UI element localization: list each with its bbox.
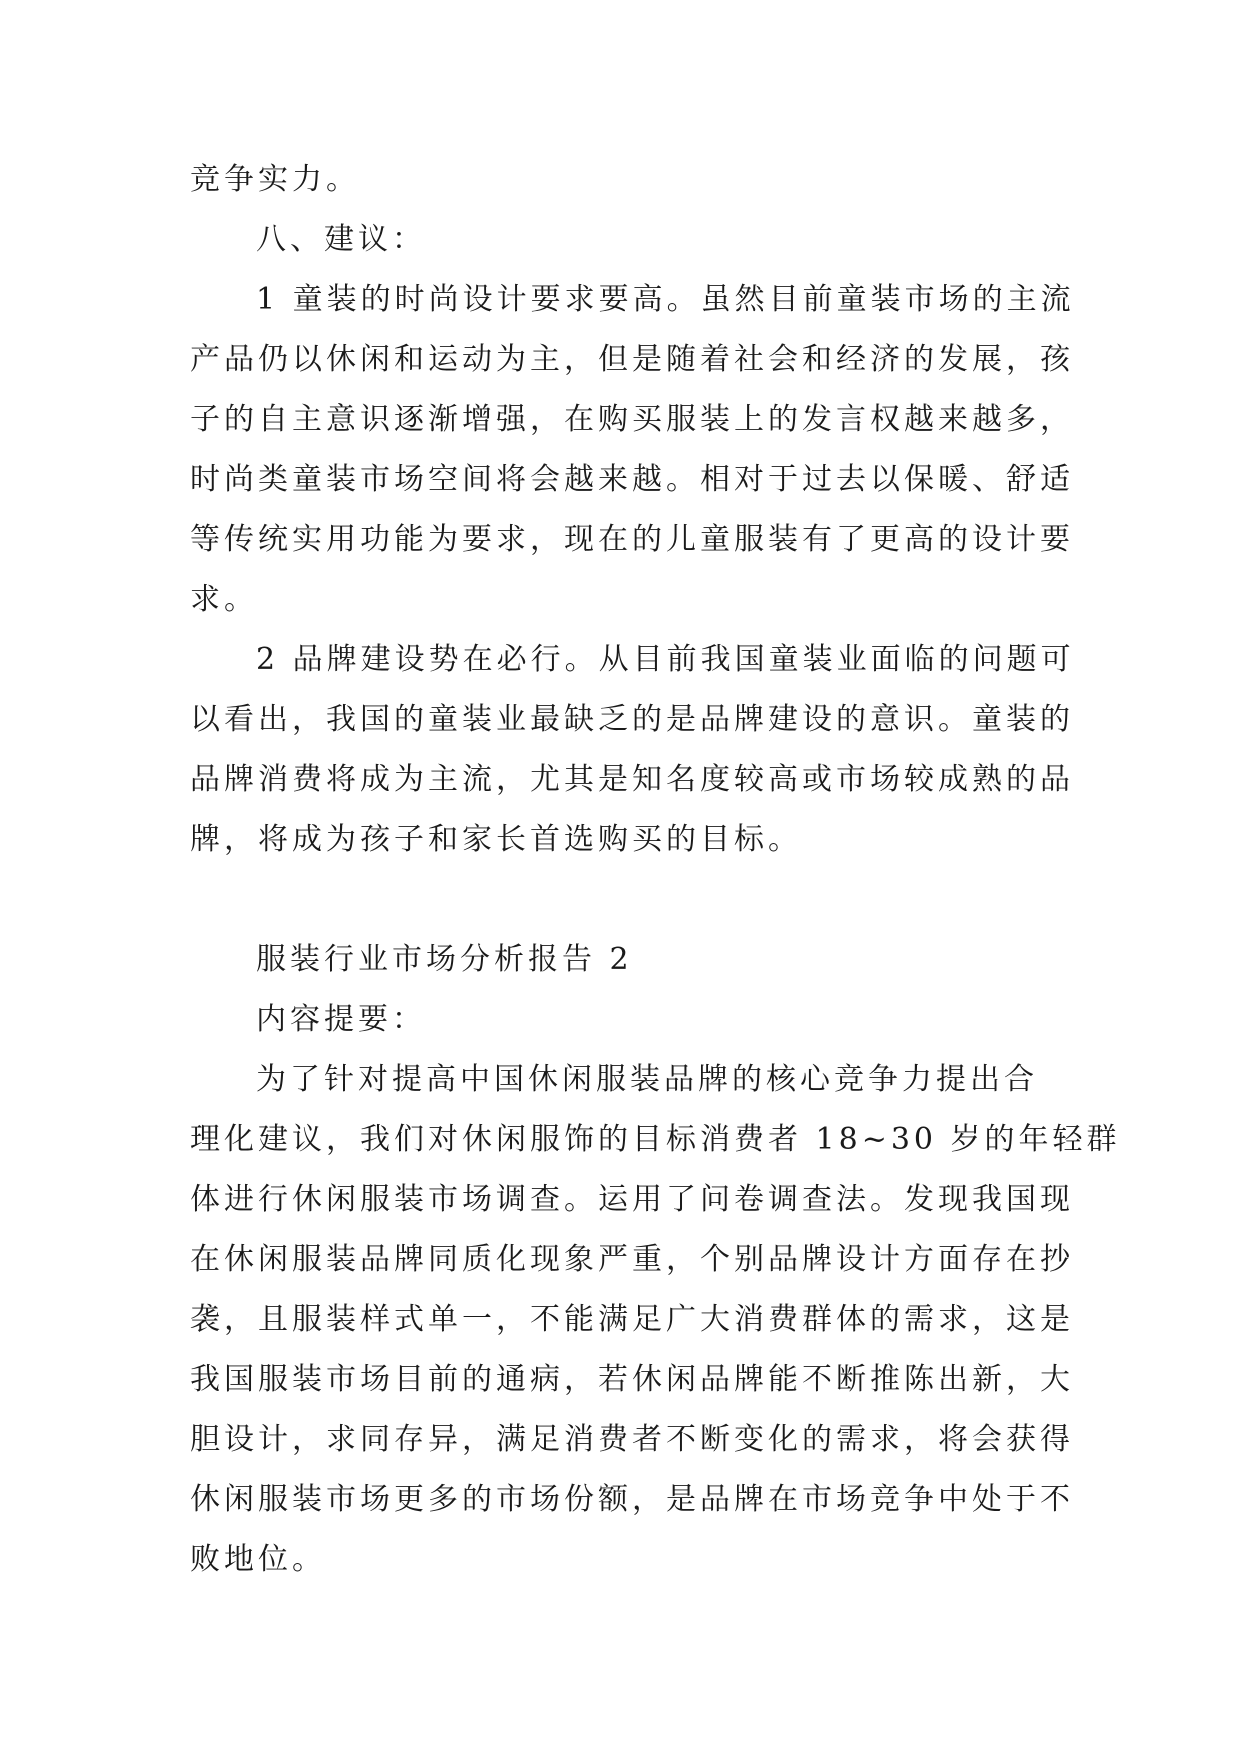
text-line: 以看出，我国的童装业最缺乏的是品牌建设的意识。童装的 [190,702,1074,737]
text-line: 我国服装市场目前的通病，若休闲品牌能不断推陈出新，大 [190,1362,1074,1397]
text-line: 品牌消费将成为主流，尤其是知名度较高或市场较成熟的品 [190,762,1074,797]
suggestion-item-1 [190,270,1075,630]
text-line: 子的自主意识逐渐增强，在购买服装上的发言权越来越多， [190,402,1074,437]
text-line: 1 童装的时尚设计要求要高。虽然目前童装市场的主流 [256,282,1075,317]
text-line: 在休闲服装品牌同质化现象严重，个别品牌设计方面存在抄 [190,1242,1074,1277]
text-line: 败地位。 [190,1542,326,1577]
text-line: 理化建议，我们对休闲服饰的目标消费者 18~30 岁的年轻群 [190,1122,1121,1157]
text-line: 时尚类童装市场空间将会越来越。相对于过去以保暖、舒适 [190,462,1074,497]
summary-label: 内容提要： [256,1002,426,1037]
text-line: 袭，且服装样式单一，不能满足广大消费群体的需求，这是 [190,1302,1074,1337]
text-line: 胆设计，求同存异，满足消费者不断变化的需求，将会获得 [190,1422,1074,1457]
document-page [190,150,1121,1590]
summary-paragraph [190,1050,1121,1590]
paragraph-continuation: 竞争实力。 [190,162,360,197]
report-title: 服装行业市场分析报告 2 [256,942,633,977]
text-line: 牌，将成为孩子和家长首选购买的目标。 [190,822,802,857]
section-heading: 八、建议： [256,222,426,257]
text-line: 产品仍以休闲和运动为主，但是随着社会和经济的发展，孩 [190,342,1074,377]
text-line: 为了针对提高中国休闲服装品牌的核心竞争力提出合 [256,1062,1038,1097]
text-line: 体进行休闲服装市场调查。运用了问卷调查法。发现我国现 [190,1182,1074,1217]
text-line: 求。 [190,582,258,617]
text-line: 2 品牌建设势在必行。从目前我国童装业面临的问题可 [256,642,1075,677]
text-line: 休闲服装市场更多的市场份额，是品牌在市场竞争中处于不 [190,1482,1074,1517]
suggestion-item-2 [190,630,1075,870]
text-line: 等传统实用功能为要求，现在的儿童服装有了更高的设计要 [190,522,1074,557]
section-spacer [190,870,1060,930]
